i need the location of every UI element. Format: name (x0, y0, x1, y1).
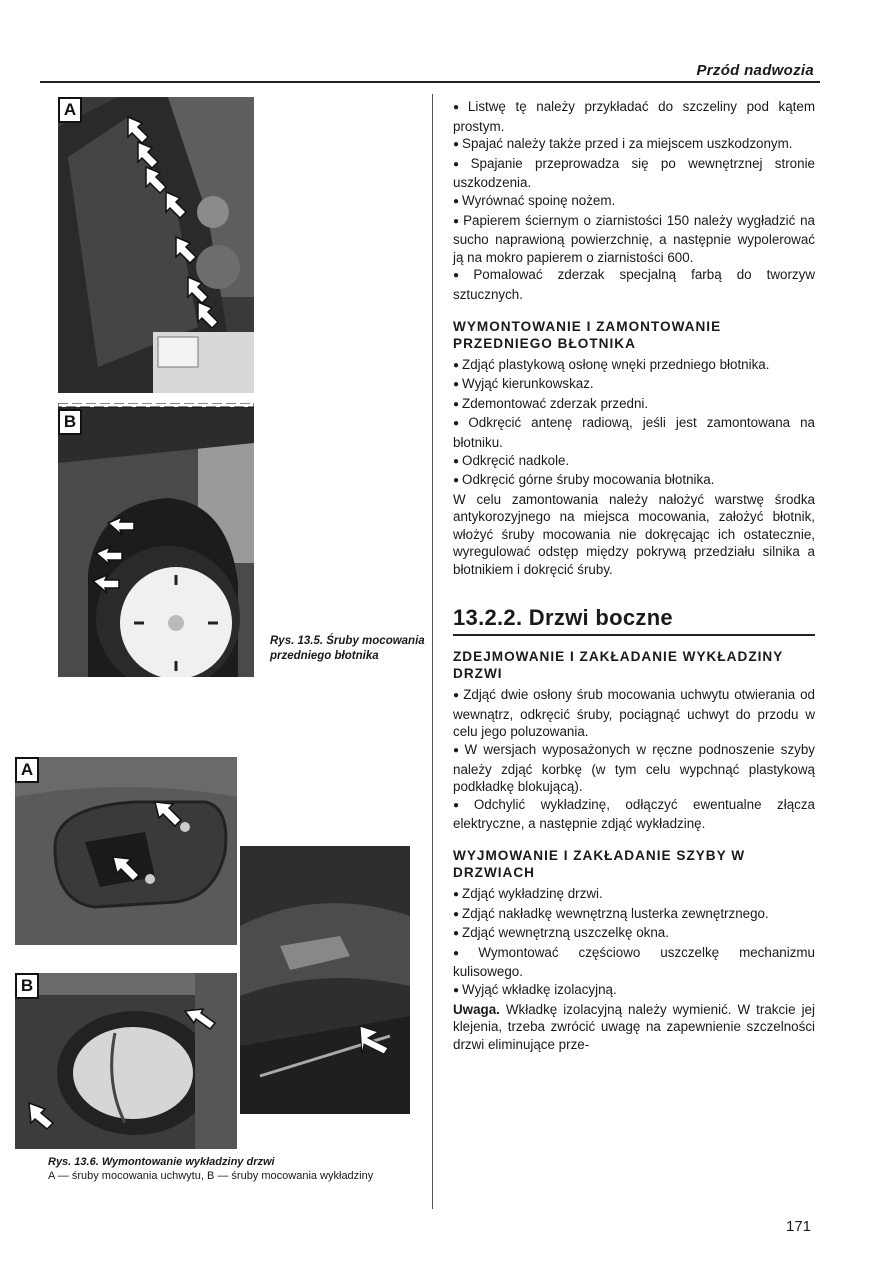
figure-13-6-photo-a (14, 756, 238, 946)
page-number: 171 (786, 1218, 812, 1235)
note-label: Uwaga. (453, 1001, 500, 1017)
list-item: ● Wyjąć wkładkę izolacyjną. (453, 981, 815, 1001)
figure-13-6-caption-text: A — śruby mocowania uchwytu, B — śruby mocowania wykładziny (48, 1170, 374, 1182)
note-text: Wkładkę izolacyjną należy wymienić. W trakcie jej klejenia, trzeba zwrócić uwagę na zapewnienie szczelności drzwi eliminujące prze- (453, 1001, 815, 1052)
figure-13-6-caption-title: Rys. 13.6. Wymontowanie wykładziny drzwi (48, 1156, 275, 1168)
list-item: ● Pomalować zderzak specjalną farbą do tworzyw sztucznych. (453, 266, 815, 303)
header-rule (40, 81, 820, 83)
note-paragraph (453, 1001, 815, 1054)
figure-13-6-caption (48, 1155, 418, 1183)
list-item: ● Odkręcić nadkole. (453, 452, 815, 472)
list-item: ● Zdjąć dwie osłony śrub mocowania uchwytu otwierania od wewnątrz, odkręcić śruby, pociągnąć uchwyt do przodu w celu jego poluzowania. (453, 686, 815, 741)
list-item: ● Spajanie przeprowadza się po wewnętrznej stronie uszkodzenia. (453, 155, 815, 192)
section-heading-glass: WYJMOWANIE I ZAKŁADANIE SZYBY W DRZWIACH (453, 848, 746, 880)
list-item: ● Wymontować częściowo uszczelkę mechanizmu kulisowego. (453, 944, 815, 981)
list-item: ● Wyrównać spoinę nożem. (453, 192, 815, 212)
list-item: ● Spajać należy także przed i za miejscem uszkodzonym. (453, 135, 815, 155)
figure-label-b: B (15, 973, 39, 999)
figure-label-a: A (58, 97, 82, 123)
list-item: ● Odchylić wykładzinę, odłączyć ewentualne złącza elektryczne, a następnie zdjąć wykładzinę. (453, 796, 815, 833)
door-handle-photo (15, 757, 237, 945)
column-divider (432, 94, 433, 1209)
list-item: ● Papierem ściernym o ziarnistości 150 należy wygładzić na sucho naprawioną powierzchnię, a następnie wypolerować ją na mokro papierem o ziarnistości 600. (453, 212, 815, 267)
list-item: ● Listwę tę należy przykładać do szczeliny pod kątem prostym. (453, 98, 815, 135)
wheel-arch-photo (58, 403, 254, 677)
section-heading-fender: WYMONTOWANIE I ZAMONTOWANIE PRZEDNIEGO BŁOTNIKA (453, 318, 722, 351)
list-item: ● Wyjąć kierunkowskaz. (453, 375, 815, 395)
list-item: ● Odkręcić antenę radiową, jeśli jest zamontowana na błotniku. (453, 414, 815, 451)
list-item: ● Zdjąć wykładzinę drzwi. (453, 885, 815, 905)
fender-top-photo (58, 97, 254, 393)
door-inner-photo (15, 973, 237, 1149)
figure-13-5-photo-a (58, 97, 254, 393)
section-title: 13.2.2. Drzwi boczne (453, 609, 815, 637)
right-column (453, 98, 815, 1053)
figure-13-5-caption: Rys. 13.5. Śruby mocowania przedniego błotnika (270, 635, 425, 662)
list-item: ● Zdjąć nakładkę wewnętrzną lusterka zewnętrznego. (453, 905, 815, 925)
figure-13-5-photo-b (58, 403, 254, 677)
list-item: ● Zdemontować zderzak przedni. (453, 395, 815, 415)
figure-label-b: B (58, 409, 82, 435)
figure-13-6-photo-door (240, 846, 410, 1114)
list-item: ● Zdjąć plastykową osłonę wnęki przedniego błotnika. (453, 356, 815, 376)
list-item: ● Odkręcić górne śruby mocowania błotnika. (453, 471, 815, 491)
list-item: ● Zdjąć wewnętrzną uszczelkę okna. (453, 924, 815, 944)
figure-13-6-photo-b (14, 972, 238, 1150)
figure-label-a: A (15, 757, 39, 783)
paragraph: W celu zamontowania należy nałożyć warstwę środka antykorozyjnego na miejsca mocowania, założyć błotnik, włożyć śruby mocowania nie dokręcając ich ostatecznie, wyregulować odstęp między pokrywą przedziału silnika a błotnikiem i dokręcić śruby. (453, 491, 815, 578)
running-header-title: Przód nadwozia (696, 62, 814, 79)
door-panel-photo (240, 846, 410, 1114)
section-heading-trim: ZDEJMOWANIE I ZAKŁADANIE WYKŁADZINY DRZWI (453, 649, 784, 682)
list-item: ● W wersjach wyposażonych w ręczne podnoszenie szyby należy zdjąć korbkę (w tym celu wypchnąć plastykową podkładkę blokującą). (453, 741, 815, 796)
